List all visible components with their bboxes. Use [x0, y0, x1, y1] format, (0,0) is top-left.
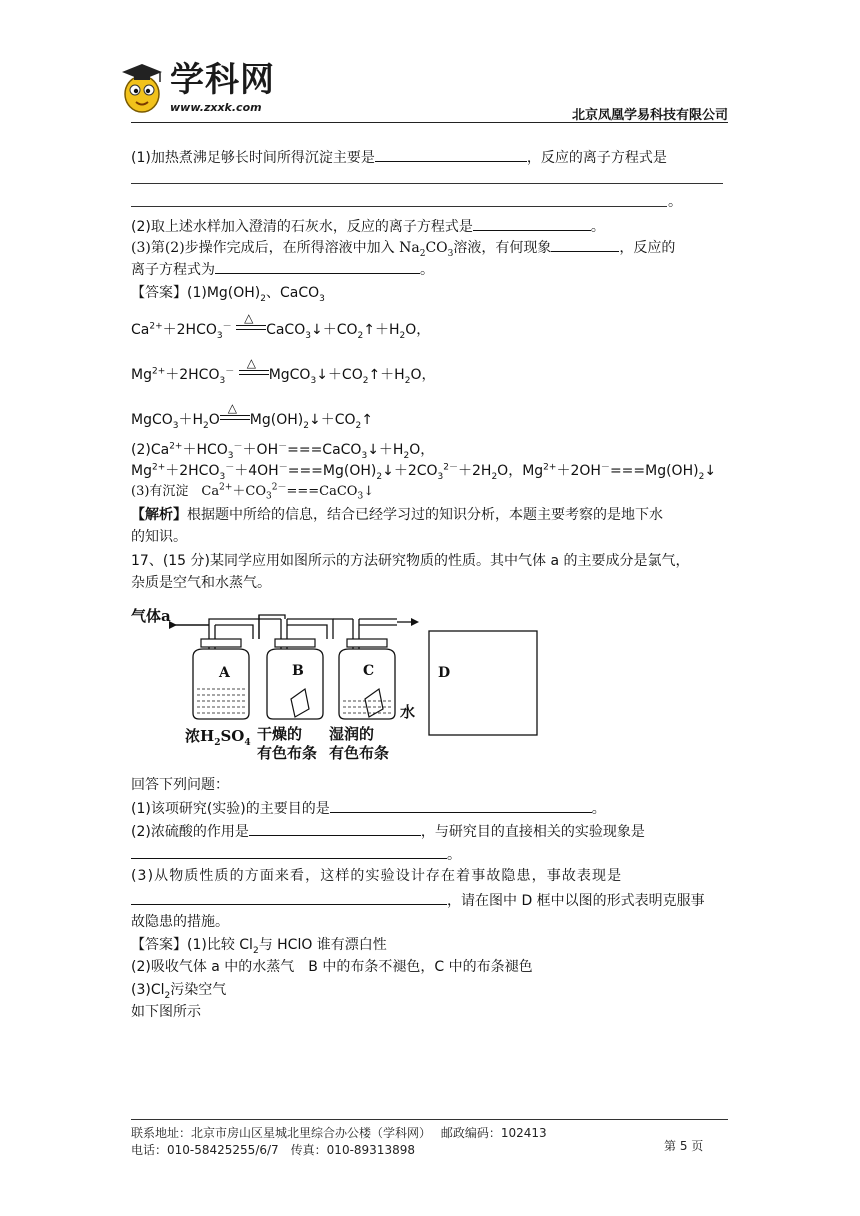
answer-blank[interactable] — [249, 820, 421, 836]
footer-divider — [131, 1119, 728, 1120]
answer-blank[interactable] — [375, 146, 527, 162]
bottle-b-label: B — [292, 663, 304, 679]
q17-stem: 17、(15 分)某同学应用如图所示的方法研究物质的性质。其中气体 a 的主要成分是氯气， — [131, 553, 690, 569]
q16-part1: (1)加热煮沸足够长时间所得沉淀主要是 ，反应的离子方程式是 — [131, 146, 667, 168]
bottle-b-caption-2: 有色布条 — [257, 744, 318, 762]
q17-sub3-cont: ，请在图中 D 框中以图的形式表明克服事 — [131, 889, 705, 911]
answer-blank-line[interactable] — [131, 206, 667, 207]
equation-1: $Ca^{2+}+2HCO_3^-$ △ $CaCO_3↓+CO_2↑+H_2O$， — [131, 320, 430, 340]
gas-a-label: 气体a — [131, 607, 171, 625]
answer-blank[interactable] — [215, 258, 420, 274]
box-d-label: D — [438, 665, 451, 681]
q16-part2: (2)取上述水样加入澄清的石灰水，反应的离子方程式是 。 — [131, 215, 605, 237]
heat-icon: △ — [246, 356, 256, 370]
answer-blank-line[interactable] — [131, 183, 723, 184]
apparatus-figure — [131, 605, 551, 765]
heat-condition — [220, 401, 250, 425]
bottle-c-caption-1: 湿润的 — [329, 725, 375, 743]
q17-answer-3: $(3)Cl_2$污染空气 — [131, 982, 227, 1001]
equation-2: $Mg^{2+}+2HCO_3^-$ △ $MgCO_3↓+CO_2↑+H_2O$， — [131, 365, 435, 385]
heat-icon: △ — [244, 311, 254, 325]
logo-mascot-icon — [118, 60, 166, 118]
answer-blank[interactable] — [131, 889, 447, 905]
q17-sub3-end: 故隐患的措施。 — [131, 914, 229, 930]
logo-text: 学科网 — [170, 60, 275, 100]
company-name: 北京凤凰学易科技有限公司 — [572, 108, 729, 123]
answer-blank[interactable] — [330, 797, 592, 813]
q16-part3: (3)第(2)步操作完成后，在所得溶液中加入 $Na_2CO_3$溶液，有何现象 ，反应的 — [131, 236, 675, 258]
answer-blank[interactable] — [473, 215, 591, 231]
q17-sub1: (1)该项研究(实验)的主要目的是 。 — [131, 797, 606, 819]
logo-url: www.zxxk.com — [170, 101, 262, 114]
q17-answer-2: (2)吸收气体 a 中的水蒸气 B 中的布条不褪色，C 中的布条褪色 — [131, 959, 533, 975]
water-label: 水 — [400, 703, 416, 721]
q16-analysis-cont: 的知识。 — [131, 529, 187, 545]
q16-part3-cont: 离子方程式为 。 — [131, 258, 434, 280]
q17-answer-4: 如下图所示 — [131, 1004, 201, 1020]
equation-6: (3)有沉淀 $Ca^{2+}+CO_3^{2-}===CaCO_3↓$ — [131, 482, 375, 502]
q17-sub2-cont: 。 — [131, 843, 461, 865]
q16-analysis: 【解析】根据题中所给的信息，结合已经学习过的知识分析，本题主要考察的是地下水 — [131, 507, 663, 523]
q17-ask: 回答下列问题： — [131, 777, 229, 793]
q17-stem-cont: 杂质是空气和水蒸气。 — [131, 575, 271, 591]
bottle-a-caption: 浓$H_2SO_4$ — [185, 727, 251, 748]
header-divider — [131, 122, 728, 123]
q17-sub2: (2)浓硫酸的作用是 ，与研究目的直接相关的实验现象是 — [131, 820, 645, 842]
answer-blank[interactable] — [551, 236, 619, 252]
heat-condition — [239, 356, 269, 380]
heat-condition — [236, 311, 266, 335]
footer-phone: 电话：010-58425255/6/7 传真：010-89313898 — [131, 1143, 415, 1157]
equation-4: $(2)Ca^{2+}+HCO_3^-+OH^-===CaCO_3↓+H_2O$， — [131, 441, 435, 461]
answer-blank[interactable] — [131, 843, 447, 859]
q17-answer-1: 【答案】(1)比较 $Cl_2$与 HClO 谁有漂白性 — [131, 937, 387, 956]
q16-part1-end: 。 — [668, 194, 682, 210]
q16-answer-1: 【答案】$(1)Mg(OH)_2$、CaCO$_3$ — [131, 285, 325, 304]
equation-3: $MgCO_3+H_2O$ △ $Mg(OH)_2↓+CO_2↑$ — [131, 410, 373, 430]
equation-5: $Mg^{2+}+2HCO_3^-+4OH^-===Mg(OH)_2↓+2CO_3^{2-}+2H_2O$，$Mg^{2+}+2OH^-===Mg(OH)_2↓$ — [131, 462, 717, 482]
bottle-a-label: A — [219, 665, 230, 681]
bottle-b-caption-1: 干燥的 — [257, 725, 303, 743]
page-number: 第 5 页 — [664, 1139, 704, 1153]
footer-address: 联系地址：北京市房山区星城北里综合办公楼（学科网） 邮政编码：102413 — [131, 1126, 547, 1140]
bottle-c-caption-2: 有色布条 — [329, 744, 390, 762]
bottle-c-label: C — [363, 663, 375, 679]
q17-sub3: (3)从物质性质的方面来看，这样的实验设计存在着事故隐患，事故表现是 — [131, 868, 623, 884]
heat-icon: △ — [227, 401, 238, 415]
